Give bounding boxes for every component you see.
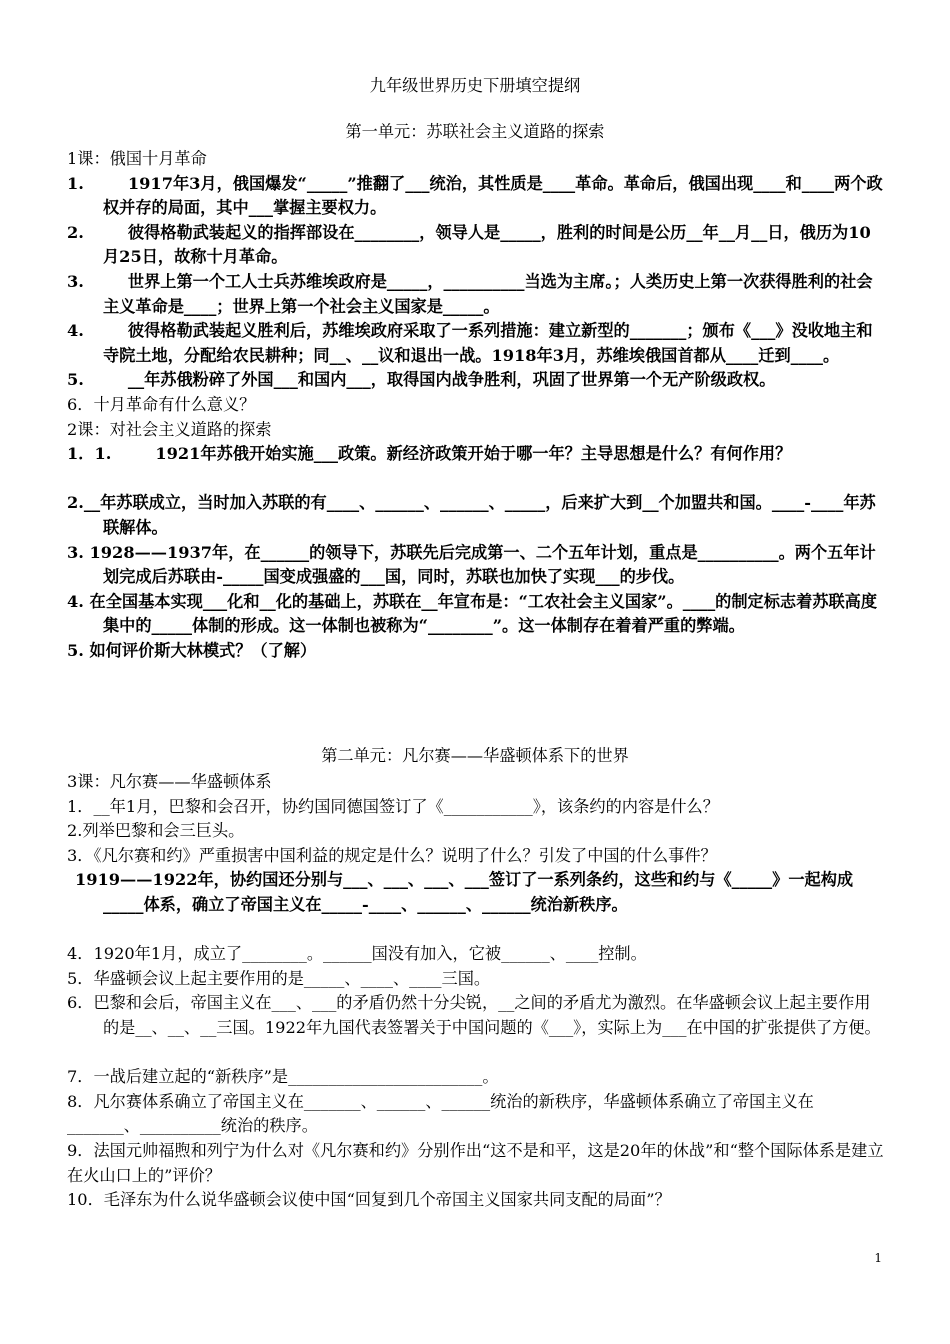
blank-line — [67, 918, 885, 943]
lesson3-question-3b: 1919——1922年，协约国还分别与___、___、___、___签订了一系列条约，这些和约与《_____》一起构成_____体系，确立了帝国主义在_____-____、______、______统治新秩序。 — [75, 870, 854, 914]
lesson1-question-4 — [67, 319, 885, 368]
lesson1-question-6: 6．十月革命有什么意义？ — [67, 394, 256, 414]
page-number: 1 — [874, 1251, 882, 1265]
lesson3-question-2: 2.列举巴黎和会三巨头。 — [67, 821, 245, 841]
lesson3-heading: 3课：凡尔赛——华盛顿体系 — [67, 772, 272, 791]
question-text: __年苏俄粉碎了外国___和国内___，取得国内战争胜利，巩固了世界第一个无产阶级政权。 — [127, 370, 776, 390]
question-number: 1．1. — [67, 444, 112, 464]
lesson3-question-9: 9．法国元帅福煦和列宁为什么对《凡尔赛和约》分别作出“这不是和平，这是20年的休战”和“整个国际体系是建立在火山口上的”评价？ — [67, 1140, 884, 1185]
document-title: 九年级世界历史下册填空提纲 — [369, 76, 581, 95]
question-number: 1. — [67, 173, 84, 193]
lesson1-question-2 — [67, 221, 885, 270]
lesson3-question-4: 4．1920年1月，成立了________。______国没有加入，它被______、____控制。 — [67, 944, 647, 964]
lesson3-question-8: 8．凡尔赛体系确立了帝国主义在_______、______、______统治的新秩序，华盛顿体系确立了帝国主义在_______、__________统治的秩序。 — [67, 1091, 814, 1136]
lesson3-question-10: 10．毛泽东为什么说华盛顿会议使中国“回复到几个帝国主义国家共同支配的局面”？ — [67, 1190, 671, 1210]
lesson2-question-5: 5. 如何评价斯大林模式？（了解） — [67, 640, 317, 660]
lesson1-question-3 — [67, 270, 885, 319]
lesson3-question-3: 3．《凡尔赛和约》严重损害中国利益的规定是什么？说明了什么？引发了中国的什么事件？ — [67, 845, 717, 865]
blank-line — [67, 1041, 885, 1066]
lesson2-question-1 — [67, 442, 885, 467]
document-body — [67, 147, 885, 663]
unit2-heading: 第二单元：凡尔赛——华盛顿体系下的世界 — [321, 746, 629, 765]
lesson1-question-1 — [67, 172, 885, 221]
lesson2-heading: 2课：对社会主义道路的探索 — [67, 419, 272, 439]
question-text: 彼得格勒武装起义胜利后，苏维埃政府采取了一系列措施：建立新型的_______；颁布《___》没收地主和寺院土地，分配给农民耕种；同__、__议和退出一战。1918年3月，苏维埃俄国首都从____迁到____。 — [103, 321, 873, 365]
question-number: 3. — [67, 271, 84, 291]
question-number: 5. — [67, 370, 84, 390]
lesson2-question-3: 3. 1928——1937年，在______的领导下，苏联先后完成第一、二个五年计划，重点是__________。两个五年计划完成后苏联由-_____国变成强盛的___国，同时，苏联也加快了实现___的步伐。 — [67, 542, 876, 587]
unit1-heading: 第一单元：苏联社会主义道路的探索 — [345, 122, 605, 141]
lesson3-question-7: 7．一战后建立起的“新秩序”是________________________。 — [67, 1067, 499, 1087]
lesson3-question-5: 5．华盛顿会议上起主要作用的是_____、____、____三国。 — [67, 968, 491, 988]
lesson2-question-2: 2.__年苏联成立，当时加入苏联的有____、______、______、_____，后来扩大到__个加盟共和国。____-____年苏联解体。 — [67, 493, 876, 537]
question-text: 1917年3月，俄国爆发“_____”推翻了___统治，其性质是____革命。革命后，俄国出现____和____两个政权并存的局面，其中___掌握主要权力。 — [103, 173, 883, 218]
lesson1-question-5 — [67, 368, 885, 393]
document-body-unit2 — [67, 770, 885, 1213]
question-text: 1921年苏俄开始实施___政策。新经济政策开始于哪一年？主导思想是什么？有何作用？ — [155, 444, 792, 464]
blank-line — [67, 467, 885, 492]
lesson3-question-1: 1．__年1月，巴黎和会召开，协约国同德国签订了《___________》，该条约的内容是什么？ — [67, 796, 719, 816]
lesson1-heading: 1课：俄国十月革命 — [67, 149, 207, 168]
question-text: 世界上第一个工人士兵苏维埃政府是_____，__________当选为主席。；人类历史上第一次获得胜利的社会主义革命是____；世界上第一个社会主义国家是_____。 — [103, 271, 873, 316]
lesson2-question-4: 4. 在全国基本实现___化和__化的基础上，苏联在__年宣布是：“工农社会主义国家”。____的制定标志着苏联高度集中的_____体制的形成。这一体制也被称为“________”。这一体制存在着着严重的弊端。 — [67, 591, 878, 636]
question-text: 彼得格勒武装起义的指挥部设在________，领导人是_____，胜利的时间是公历__年__月__日，俄历为10月25日，故称十月革命。 — [103, 222, 871, 267]
lesson3-question-6: 6．巴黎和会后，帝国主义在___、___的矛盾仍然十分尖锐，__之间的矛盾尤为激烈。在华盛顿会议上起主要作用的是__、__、__三国。1922年九国代表签署关于中国问题的《___》，实际上为___在中国的扩张提供了方便。 — [67, 993, 881, 1037]
question-number: 2. — [67, 222, 84, 242]
question-number: 4. — [67, 321, 84, 341]
